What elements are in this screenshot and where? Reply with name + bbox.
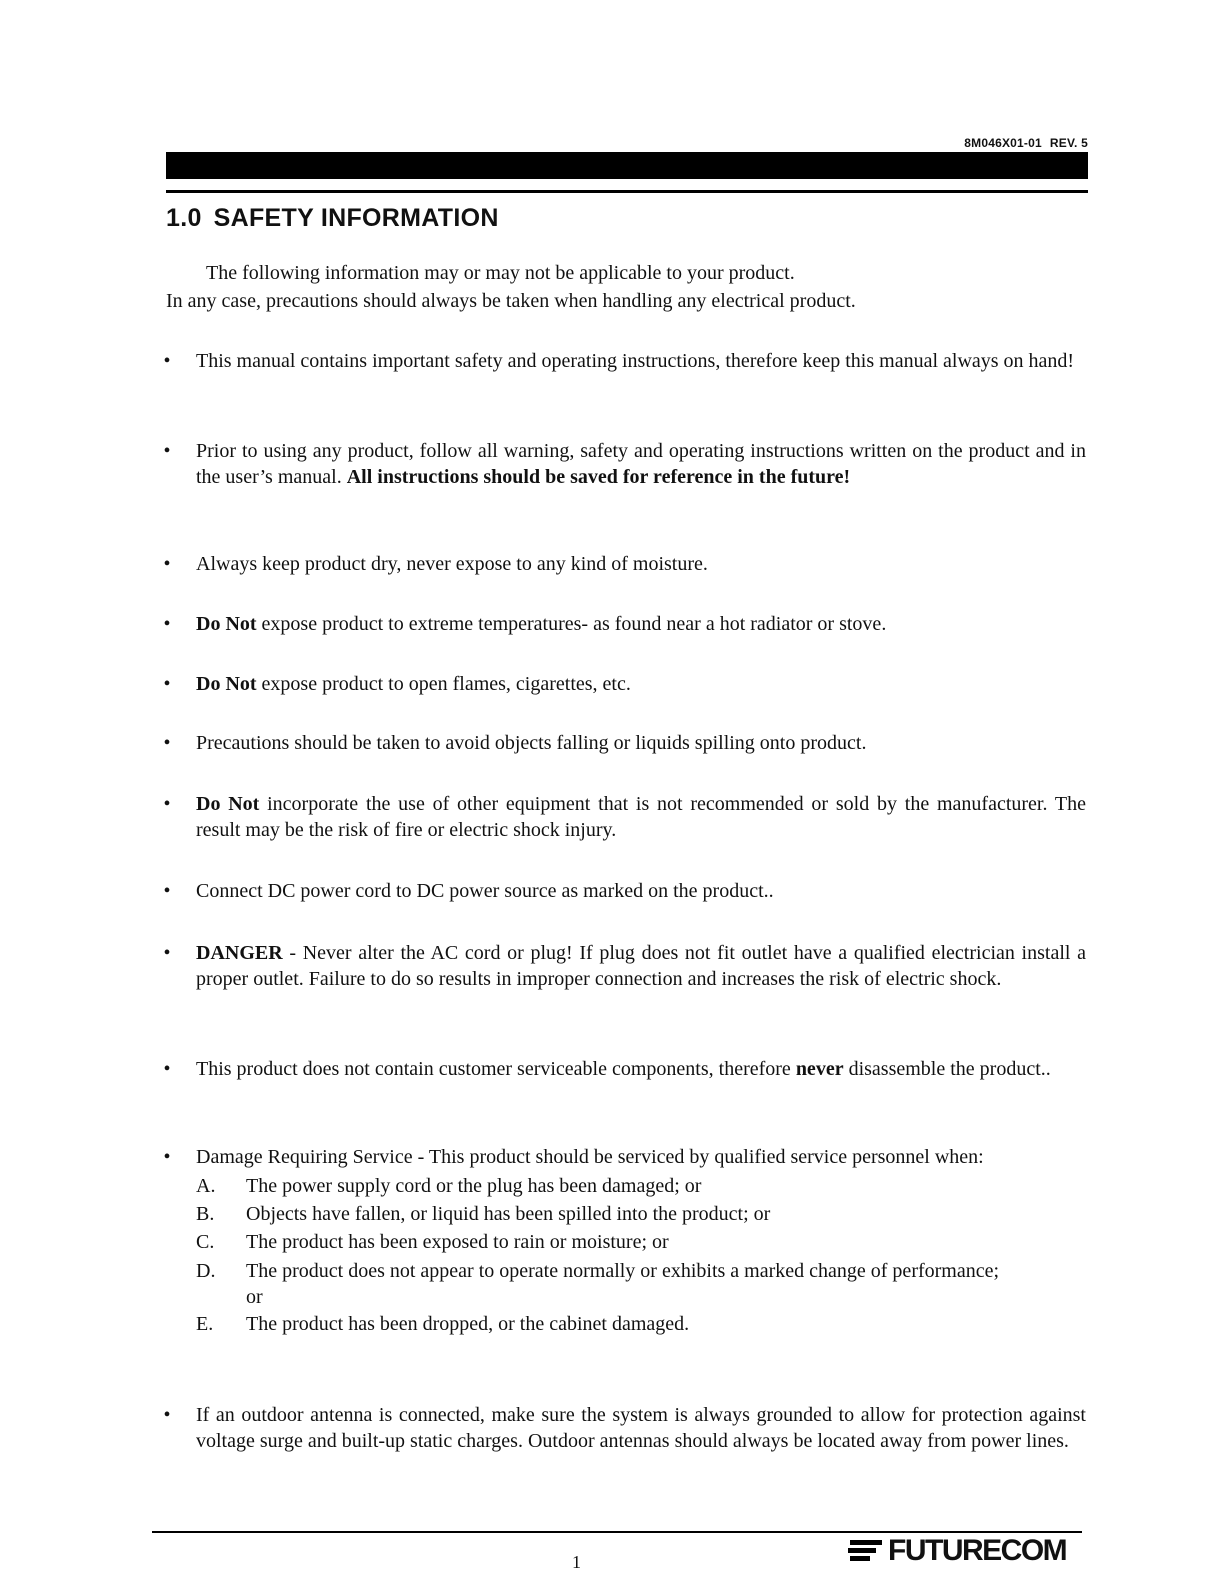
bullet-item <box>160 878 1086 904</box>
section-heading: SAFETY INFORMATION <box>213 204 499 232</box>
header-rule <box>166 190 1088 193</box>
list-text: Objects have fallen, or liquid has been spilled into the product; or <box>246 1203 771 1225</box>
bullet-text <box>196 611 1086 637</box>
bullet-item <box>160 791 1086 843</box>
bullet-icon: • <box>163 613 171 635</box>
bullet-bold-text: never <box>795 1058 844 1080</box>
bullet-item <box>160 671 1086 697</box>
bullet-item <box>160 1402 1086 1454</box>
bullet-icon: • <box>163 1404 171 1426</box>
bullet-plain-text: incorporate the use of other equipment that is not recommended or sold by the manufacturer. The result may be the risk of fire or electric shock injury. <box>196 793 1086 841</box>
section-title <box>166 204 499 233</box>
intro-line-1: The following information may or may not be applicable to your product. <box>206 262 795 284</box>
list-letter: E. <box>196 1313 214 1335</box>
damage-list-item <box>196 1172 1086 1200</box>
doc-number: 8M046X01-01 <box>964 136 1042 150</box>
page-number: 1 <box>572 1552 581 1572</box>
list-text: The product has been exposed to rain or moisture; or <box>246 1231 669 1253</box>
bullet-bold-text: All instructions should be saved for reference in the future! <box>346 466 851 488</box>
header-black-bar <box>166 152 1088 179</box>
bullet-text: Precautions should be taken to avoid objects falling or liquids spilling onto product. <box>196 732 867 754</box>
bullet-plain-text: expose product to extreme temperatures- as found near a hot radiator or stove. <box>261 613 887 635</box>
intro-line-2: In any case, precautions should always be taken when handling any electrical product. <box>166 290 856 312</box>
list-letter: C. <box>196 1231 215 1253</box>
bullet-icon: • <box>163 880 171 902</box>
damage-list-item <box>196 1256 1086 1310</box>
bullet-icon: • <box>163 350 171 372</box>
bullet-bold-text: Do Not <box>196 613 257 635</box>
bullet-text: Connect DC power cord to DC power source as marked on the product.. <box>196 880 774 902</box>
bullet-bold-text: Do Not <box>196 673 257 695</box>
bullet-bold-text: DANGER <box>196 942 283 964</box>
bullet-icon: • <box>163 553 171 575</box>
logo-mark-icon <box>848 1536 884 1566</box>
bullet-text <box>196 671 1086 697</box>
damage-list-item <box>196 1310 1086 1338</box>
damage-list <box>196 1172 1086 1338</box>
bullet-icon: • <box>163 440 171 462</box>
bullet-icon: • <box>163 673 171 695</box>
intro-paragraph <box>166 259 1086 315</box>
bullet-text: Always keep product dry, never expose to any kind of moisture. <box>196 553 708 575</box>
bullet-item <box>160 1056 1086 1082</box>
bullet-plain-text: - Never alter the AC cord or plug! If plug does not fit outlet have a qualified electrician install a proper outlet. Failure to do so results in improper connection and increases the risk of electric shock. <box>196 942 1086 990</box>
bullet-icon: • <box>163 942 171 964</box>
bullet-icon: • <box>163 1146 171 1168</box>
bullet-item <box>160 940 1086 992</box>
list-text: The power supply cord or the plug has been damaged; or <box>246 1175 702 1197</box>
section-number: 1.0 <box>166 204 202 232</box>
bullet-item <box>160 611 1086 637</box>
damage-list-item <box>196 1200 1086 1228</box>
bullet-text <box>196 1056 1086 1082</box>
list-letter: A. <box>196 1175 216 1197</box>
bullet-text <box>196 1144 1086 1338</box>
bullet-text <box>196 940 1086 992</box>
bullet-text <box>196 438 1086 490</box>
bullet-icon: • <box>163 732 171 754</box>
bullet-icon: • <box>163 1058 171 1080</box>
bullet-text: If an outdoor antenna is connected, make sure the system is always grounded to allow for protection against voltage surge and built-up static charges. Outdoor antennas should always be located away from power lines. <box>196 1404 1086 1452</box>
futurecom-logo <box>848 1532 1068 1584</box>
list-letter: B. <box>196 1203 215 1225</box>
bullet-item <box>160 1144 1086 1338</box>
bullet-icon: • <box>163 793 171 815</box>
bullet-item <box>160 551 1086 577</box>
bullet-plain-text: This product does not contain customer serviceable components, therefore <box>196 1058 791 1080</box>
document-id <box>964 136 1088 150</box>
list-text: The product does not appear to operate normally or exhibits a marked change of performance; or <box>246 1260 1000 1308</box>
bullet-item <box>160 438 1086 490</box>
damage-list-item <box>196 1228 1086 1256</box>
bullet-plain-text: Damage Requiring Service - This product should be serviced by qualified service personnel when: <box>196 1146 984 1168</box>
list-letter: D. <box>196 1260 216 1282</box>
logo-text: FUTURECOM <box>888 1534 1067 1567</box>
bullet-plain-text: Prior to using any product, follow all warning, safety and operating instructions written on the product and in the user’s manual. <box>196 440 1086 488</box>
revision-label: REV. 5 <box>1049 136 1088 150</box>
bullet-text: This manual contains important safety and operating instructions, therefore keep this manual always on hand! <box>196 350 1075 372</box>
bullet-plain-text: disassemble the product.. <box>848 1058 1051 1080</box>
bullet-plain-text: expose product to open flames, cigarettes, etc. <box>261 673 631 695</box>
bullet-bold-text: Do Not <box>196 793 260 815</box>
bullet-item <box>160 348 1086 374</box>
list-text: The product has been dropped, or the cabinet damaged. <box>246 1313 690 1335</box>
bullet-item <box>160 730 1086 756</box>
bullet-text <box>196 791 1086 843</box>
